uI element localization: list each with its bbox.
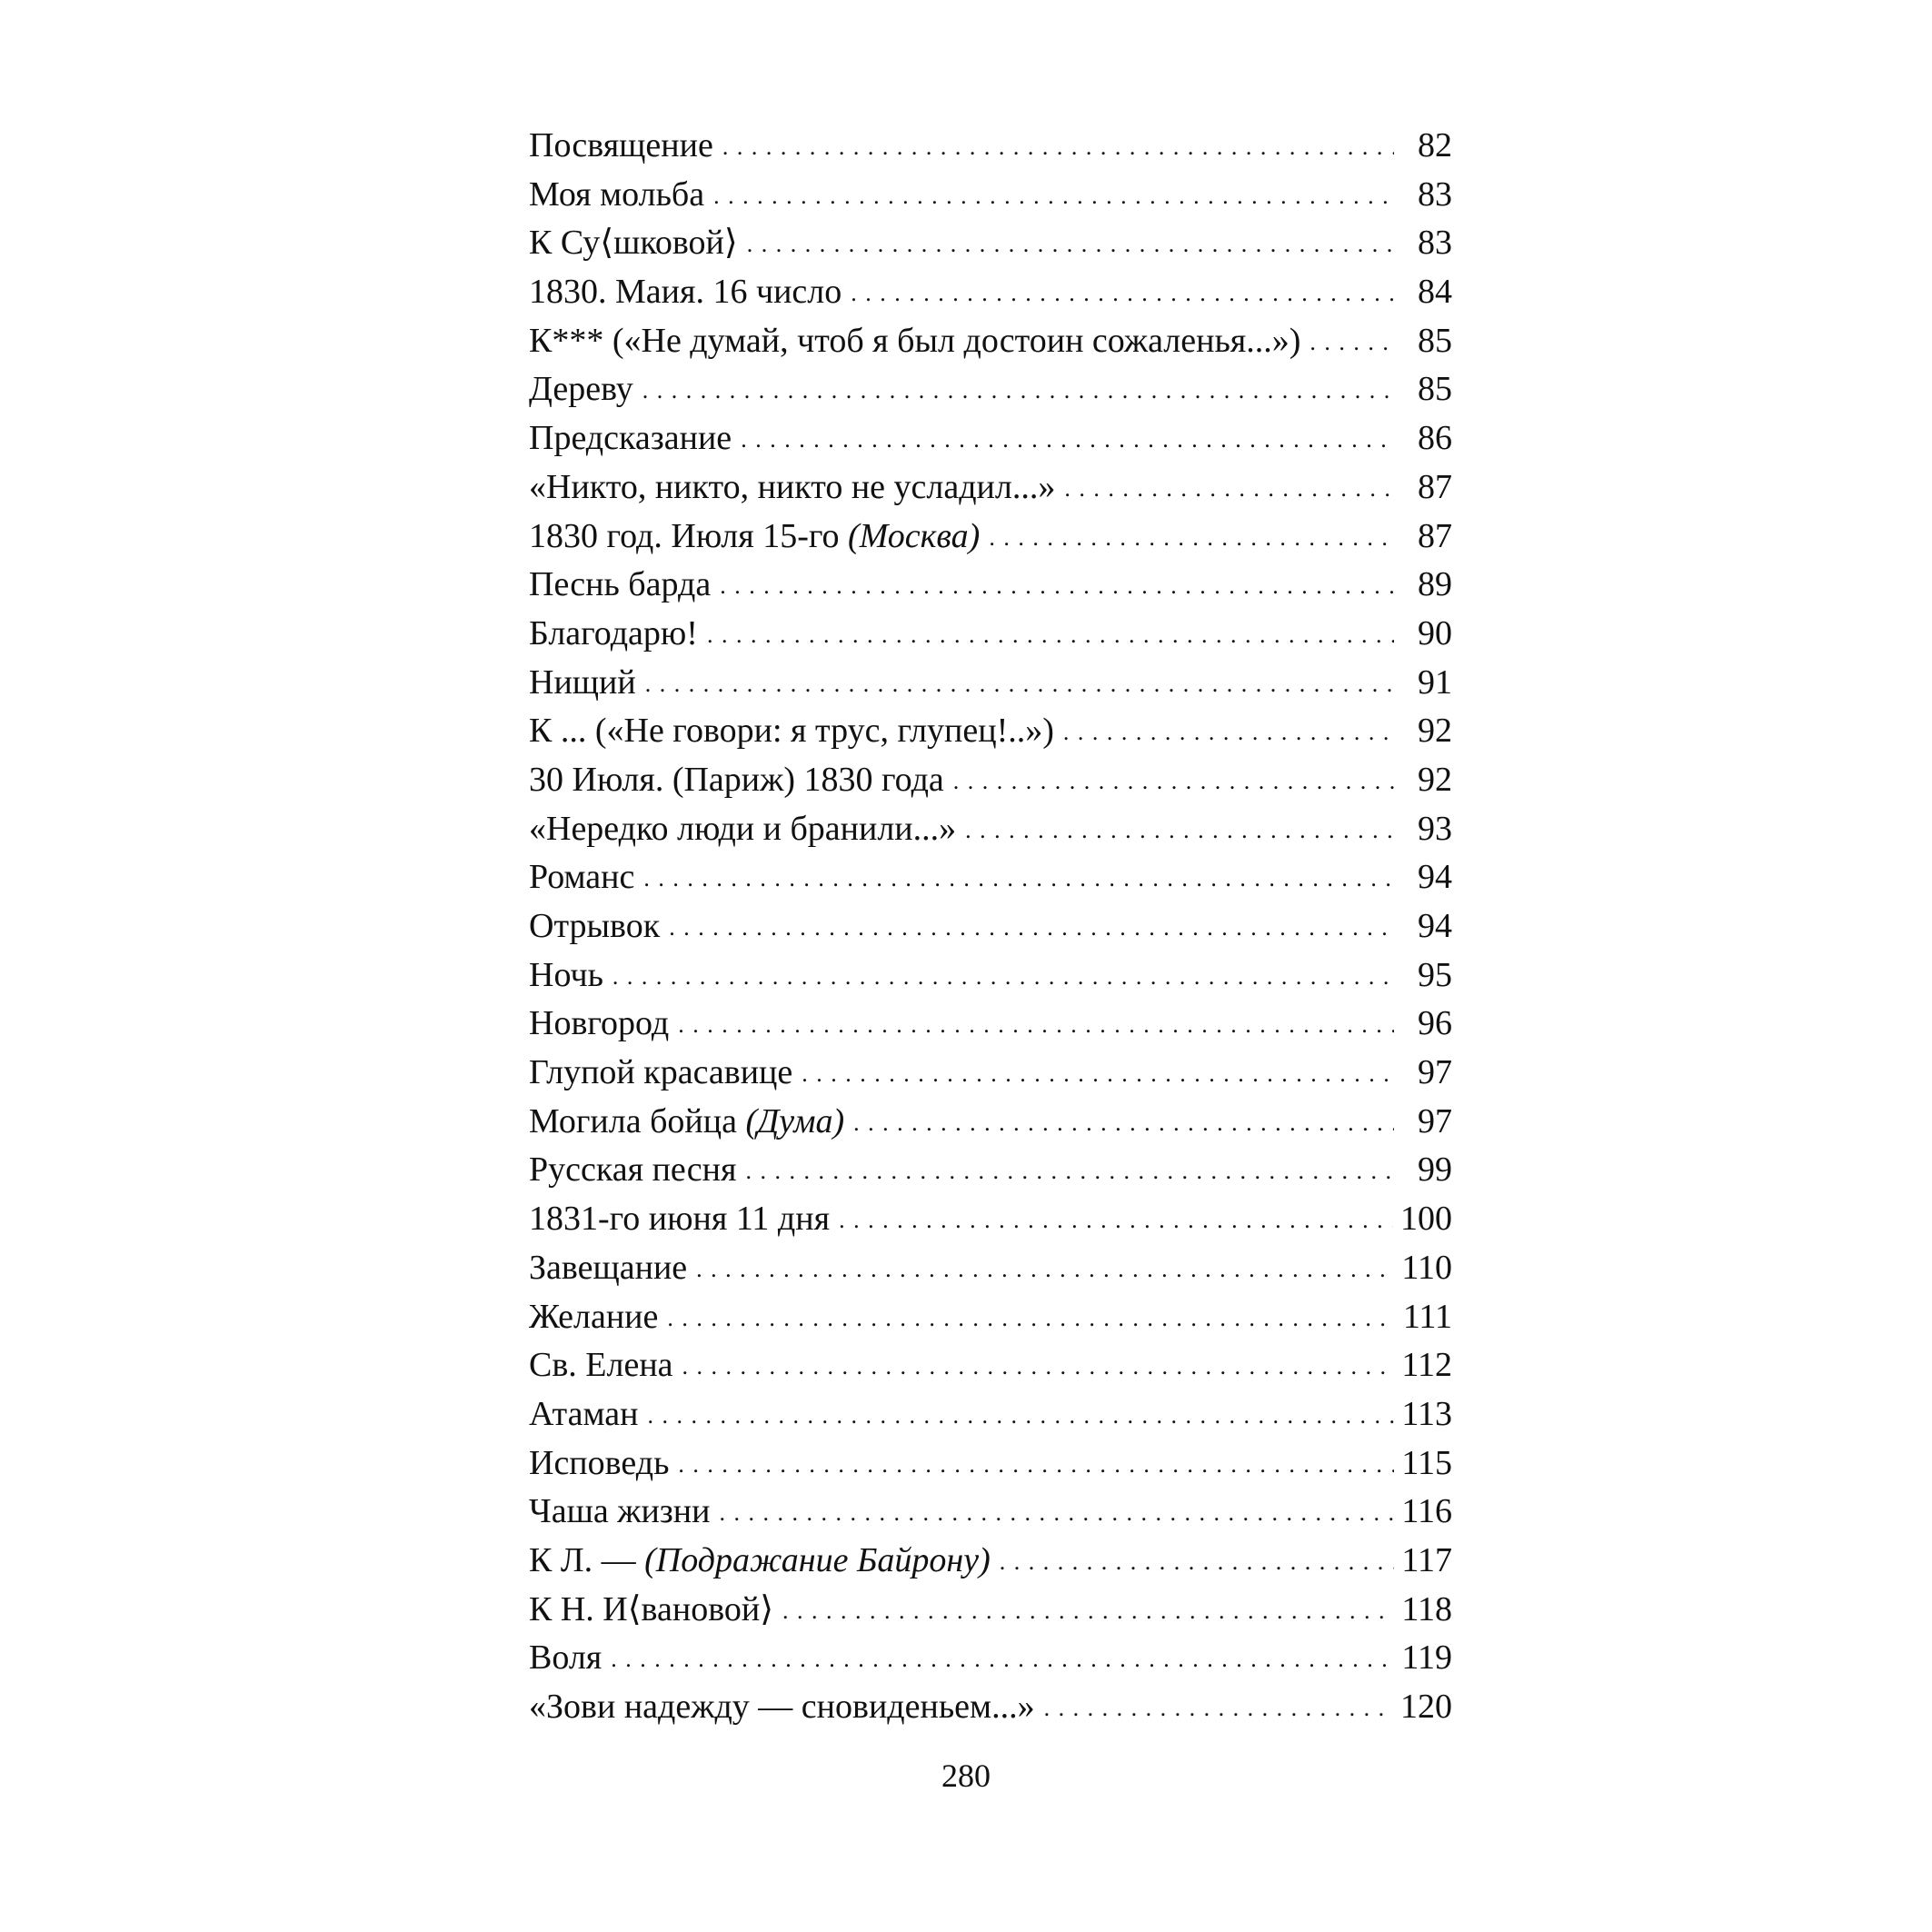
toc-entry (529, 1586, 1452, 1635)
toc-entry-title (529, 171, 713, 220)
dot-leader (612, 952, 1394, 1001)
toc-entry-page: 111 (1402, 1297, 1452, 1336)
toc-entry (529, 1293, 1452, 1342)
toc-entry-title-text: Благодарю! (529, 613, 698, 652)
dot-leader (953, 757, 1394, 806)
toc-entry-title-text: Атаман (529, 1394, 639, 1433)
toc-entry-title (529, 902, 669, 951)
toc-entry (529, 268, 1452, 317)
toc-entry (529, 1000, 1452, 1049)
toc-entry-title-text: Могила бойца (529, 1101, 737, 1140)
toc-entry-title-italic: (Подражание Байрону) (644, 1540, 991, 1579)
toc-entry-page: 116 (1401, 1492, 1452, 1531)
toc-entry-title-text: 30 Июля. (Париж) 1830 года (529, 760, 944, 799)
toc-entry (529, 1634, 1452, 1683)
table-of-contents (529, 122, 1452, 1732)
toc-entry-page: 112 (1401, 1346, 1452, 1385)
toc-entry-page: 91 (1418, 662, 1452, 702)
toc-entry-title (529, 513, 989, 562)
toc-entry-title-text: Св. Елена (529, 1346, 673, 1385)
dot-leader (747, 220, 1394, 269)
dot-leader (839, 1196, 1393, 1245)
dot-leader (722, 123, 1394, 172)
toc-entry-title (529, 1488, 719, 1537)
toc-entry (529, 951, 1452, 1001)
toc-entry-title (529, 610, 707, 659)
toc-entry-title-text: Новгород (529, 1004, 670, 1043)
toc-entry-page: 83 (1418, 224, 1452, 263)
toc-entry-page: 85 (1418, 321, 1452, 360)
toc-entry-page: 110 (1401, 1248, 1452, 1287)
toc-entry-page: 89 (1418, 565, 1452, 604)
toc-entry (529, 317, 1452, 366)
dot-leader (1000, 1538, 1394, 1587)
dot-leader (713, 172, 1394, 221)
toc-entry (529, 610, 1452, 659)
toc-entry-title (529, 1537, 1000, 1586)
dot-leader (647, 1391, 1394, 1440)
dot-leader (1044, 1684, 1393, 1733)
toc-entry-title (529, 1000, 678, 1049)
dot-leader (720, 562, 1394, 611)
toc-entry-title (529, 707, 1063, 756)
dot-leader (741, 415, 1394, 464)
dot-leader (667, 1294, 1394, 1343)
toc-entry (529, 122, 1452, 171)
toc-entry (529, 1390, 1452, 1439)
toc-entry (529, 1098, 1452, 1147)
toc-entry (529, 1683, 1452, 1732)
toc-entry-title-text: 1830. Маия. 16 число (529, 273, 842, 312)
toc-entry (529, 414, 1452, 463)
toc-entry-page: 99 (1418, 1150, 1452, 1190)
toc-entry-title (529, 1049, 802, 1098)
toc-entry (529, 1488, 1452, 1537)
toc-entry-title (529, 365, 642, 414)
dot-leader (669, 903, 1394, 952)
toc-entry-title (529, 1586, 782, 1635)
toc-entry (529, 853, 1452, 902)
toc-entry-page: 94 (1418, 907, 1452, 945)
toc-entry-title-text: Чаша жизни (529, 1492, 711, 1531)
toc-entry (529, 1439, 1452, 1489)
toc-entry-title (529, 853, 643, 902)
toc-entry-title-text: Песнь барда (529, 565, 712, 604)
toc-entry-title (529, 414, 741, 463)
toc-entry (529, 171, 1452, 220)
dot-leader (642, 366, 1394, 415)
toc-entry-title (529, 1341, 682, 1390)
toc-entry (529, 756, 1452, 805)
toc-entry (529, 219, 1452, 268)
toc-entry-title-text: Посвящение (529, 126, 713, 164)
toc-entry (529, 1146, 1452, 1195)
toc-entry-title (529, 756, 953, 805)
dot-leader (965, 806, 1394, 855)
dot-leader (643, 854, 1394, 903)
toc-entry-title-text: Желание (529, 1297, 659, 1336)
toc-entry-page: 90 (1418, 613, 1452, 652)
toc-entry-title-text: «Никто, никто, никто не усладил...» (529, 467, 1056, 506)
toc-entry-title-text: Отрывок (529, 907, 661, 945)
dot-leader (678, 1001, 1394, 1050)
toc-entry-page: 96 (1418, 1004, 1452, 1043)
toc-entry (529, 659, 1452, 708)
toc-entry (529, 1341, 1452, 1390)
toc-entry-page: 87 (1418, 467, 1452, 506)
toc-entry (529, 805, 1452, 854)
toc-entry-title (529, 1293, 667, 1342)
toc-entry-page: 85 (1418, 370, 1452, 409)
toc-entry-page: 118 (1401, 1589, 1452, 1628)
dot-leader (696, 1245, 1394, 1294)
dot-leader (782, 1587, 1394, 1636)
toc-entry-title-text: «Зови надежду — сновиденьем...» (529, 1688, 1035, 1726)
toc-entry-title-italic: (Дума) (745, 1101, 845, 1140)
toc-entry-title-text: К Л. — (529, 1540, 636, 1579)
page-number: 280 (941, 1758, 991, 1794)
dot-leader (802, 1050, 1394, 1099)
dot-leader (719, 1489, 1394, 1538)
toc-entry-title-text: Романс (529, 858, 635, 897)
toc-entry-page: 87 (1418, 516, 1452, 555)
toc-entry-title (529, 1244, 696, 1293)
toc-entry (529, 513, 1452, 562)
toc-entry (529, 1537, 1452, 1586)
toc-entry-title (529, 1098, 853, 1147)
toc-entry-title-text: Моя мольба (529, 174, 705, 214)
dot-leader (989, 513, 1394, 563)
toc-entry-page: 94 (1418, 858, 1452, 897)
toc-entry (529, 365, 1452, 414)
toc-entry-page: 95 (1418, 955, 1452, 994)
toc-entry-title (529, 122, 722, 171)
dot-leader (707, 611, 1394, 660)
dot-leader (745, 1147, 1394, 1196)
toc-entry-page: 84 (1418, 273, 1452, 312)
toc-entry-title (529, 1634, 611, 1683)
toc-entry-page: 115 (1401, 1443, 1452, 1482)
toc-entry-page: 97 (1418, 1101, 1452, 1140)
dot-leader (853, 1099, 1394, 1148)
toc-entry-page: 86 (1418, 419, 1452, 458)
toc-entry-title (529, 1195, 839, 1244)
toc-entry-title-text: Исповедь (529, 1443, 670, 1482)
toc-entry (529, 902, 1452, 951)
toc-entry-title (529, 317, 1310, 366)
toc-entry-page: 100 (1400, 1200, 1452, 1239)
toc-entry-title (529, 1146, 745, 1195)
toc-entry-title (529, 561, 720, 610)
toc-entry-page: 93 (1418, 809, 1452, 848)
toc-entry-title (529, 463, 1064, 513)
toc-entry-title (529, 951, 612, 1001)
dot-leader (678, 1440, 1394, 1489)
dot-leader (851, 269, 1394, 318)
toc-entry-title-text: К*** («Не думай, чтоб я был достоин сожаленья...») (529, 321, 1301, 360)
toc-entry-page: 97 (1418, 1053, 1452, 1092)
toc-entry-title-text: Русская песня (529, 1150, 737, 1190)
toc-entry-title-text: К ... («Не говори: я трус, глупец!..») (529, 712, 1054, 751)
toc-entry (529, 1195, 1452, 1244)
toc-entry-title (529, 1439, 678, 1489)
toc-entry-page: 120 (1400, 1688, 1452, 1726)
dot-leader (1064, 464, 1394, 513)
toc-entry-title (529, 1390, 647, 1439)
toc-entry-title-text: Завещание (529, 1248, 688, 1287)
toc-entry-title-text: К Н. И⟨вановой⟩ (529, 1589, 774, 1628)
toc-entry (529, 463, 1452, 513)
dot-leader (1310, 318, 1394, 367)
toc-entry (529, 1049, 1452, 1098)
toc-entry-title-text: 1831-го июня 11 дня (529, 1200, 831, 1239)
toc-entry-page: 83 (1418, 174, 1452, 214)
toc-entry-title (529, 805, 965, 854)
dot-leader (682, 1342, 1394, 1391)
toc-entry-title-text: Ночь (529, 955, 603, 994)
toc-entry-title-text: «Нередко люди и бранили...» (529, 809, 957, 848)
toc-entry-title-text: Дереву (529, 370, 633, 409)
toc-entry-title-text: Глупой красавице (529, 1053, 793, 1092)
toc-entry (529, 707, 1452, 756)
toc-entry (529, 561, 1452, 610)
toc-entry-title-text: Предсказание (529, 419, 732, 458)
toc-entry-title (529, 219, 747, 268)
toc-entry-page: 119 (1401, 1638, 1452, 1678)
toc-entry-title-text: Нищий (529, 662, 636, 702)
toc-entry-title (529, 659, 645, 708)
dot-leader (611, 1635, 1394, 1684)
toc-entry-title (529, 268, 851, 317)
toc-entry-page: 92 (1418, 712, 1452, 751)
toc-entry-page: 82 (1418, 126, 1452, 164)
dot-leader (645, 660, 1394, 709)
toc-entry (529, 1244, 1452, 1293)
toc-entry-title-text: 1830 год. Июля 15-го (529, 516, 840, 555)
toc-entry-page: 117 (1401, 1540, 1452, 1579)
toc-entry-title-text: Воля (529, 1638, 603, 1678)
toc-entry-title-italic: (Москва) (848, 516, 981, 555)
dot-leader (1063, 708, 1394, 757)
toc-entry-title-text: К Су⟨шковой⟩ (529, 224, 738, 263)
toc-entry-title (529, 1683, 1044, 1732)
toc-entry-page: 113 (1401, 1394, 1452, 1433)
toc-entry-page: 92 (1418, 760, 1452, 799)
